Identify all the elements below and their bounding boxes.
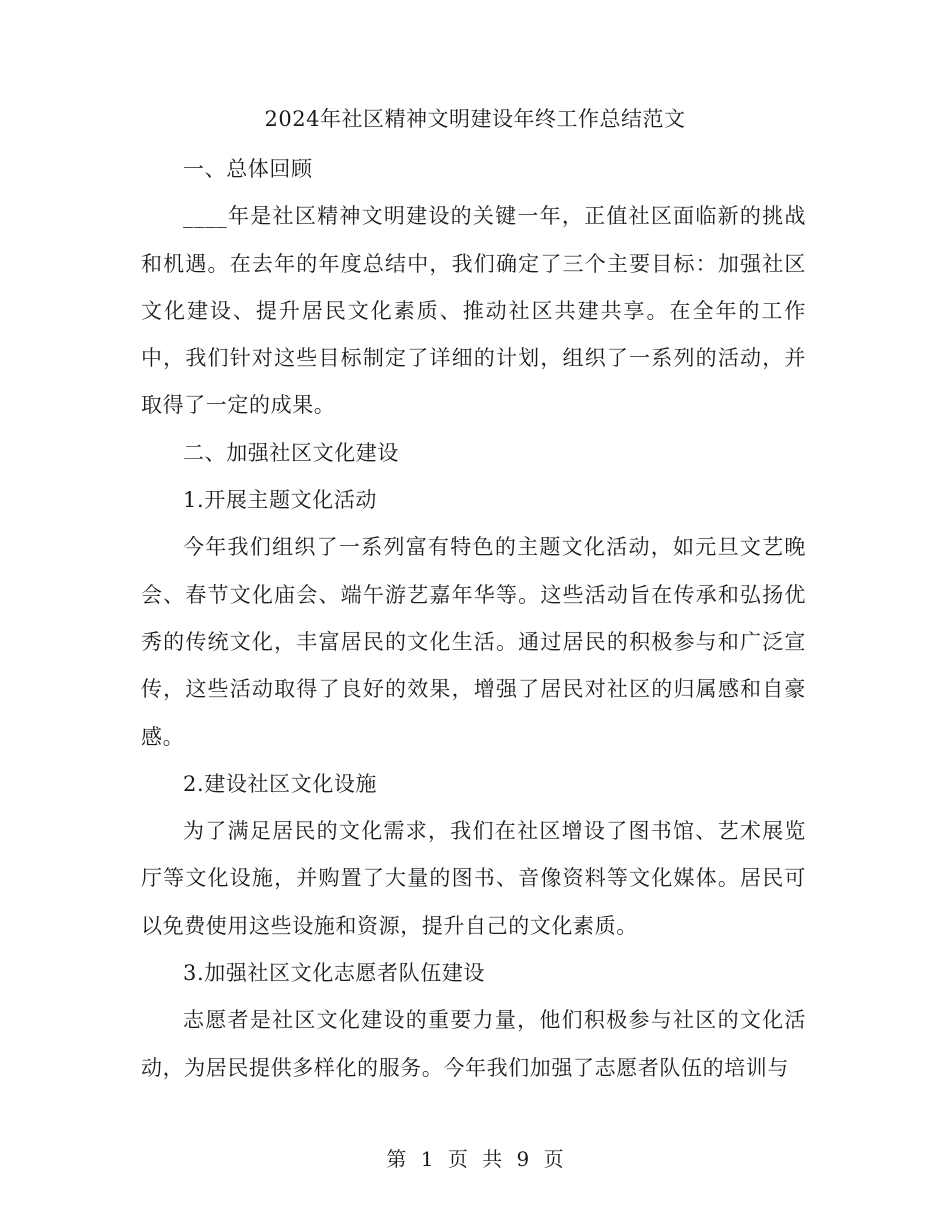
subheading-volunteer-team: 3.加强社区文化志愿者队伍建设 [183, 961, 486, 986]
footer-page-prefix: 第 [386, 1147, 407, 1171]
footer-total-suffix: 页 [543, 1147, 564, 1171]
subheading-theme-activities: 1.开展主题文化活动 [183, 488, 378, 513]
subheading-culture-facilities: 2.建设社区文化设施 [183, 771, 378, 796]
paragraph-volunteer-team: 志愿者是社区文化建设的重要力量，他们积极参与社区的文化活动，为居民提供多样化的服务。今年我们加强了志愿者队伍的培训与 [141, 1008, 806, 1080]
footer-page-number: 1 [420, 1147, 434, 1171]
document-title: 2024年社区精神文明建设年终工作总结范文 [264, 107, 686, 131]
footer-total-prefix: 共 [482, 1147, 503, 1171]
page-footer [0, 1144, 950, 1174]
paragraph-culture-facilities: 为了满足居民的文化需求，我们在社区增设了图书馆、艺术展览厅等文化设施，并购置了大量的图书、音像资料等文化媒体。居民可以免费使用这些设施和资源，提升自己的文化素质。 [141, 819, 806, 938]
paragraph-overview: ____年是社区精神文明建设的关键一年，正值社区面临新的挑战和机遇。在去年的年度总结中，我们确定了三个主要目标：加强社区文化建设、提升居民文化素质、推动社区共建共享。在全年的工作中，我们针对这些目标制定了详细的计划，组织了一系列的活动，并取得了一定的成果。 [141, 204, 806, 418]
paragraph-theme-activities: 今年我们组织了一系列富有特色的主题文化活动，如元旦文艺晚会、春节文化庙会、端午游艺嘉年华等。这些活动旨在传承和弘扬优秀的传统文化，丰富居民的文化生活。通过居民的积极参与和广泛宣传，这些活动取得了良好的效果，增强了居民对社区的归属感和自豪感。 [141, 535, 806, 749]
footer-total-pages: 9 [516, 1147, 530, 1171]
footer-page-suffix: 页 [447, 1147, 468, 1171]
section-heading-overview: 一、总体回顾 [183, 157, 313, 181]
section-heading-culture: 二、加强社区文化建设 [183, 440, 399, 465]
document-body [141, 146, 806, 1092]
